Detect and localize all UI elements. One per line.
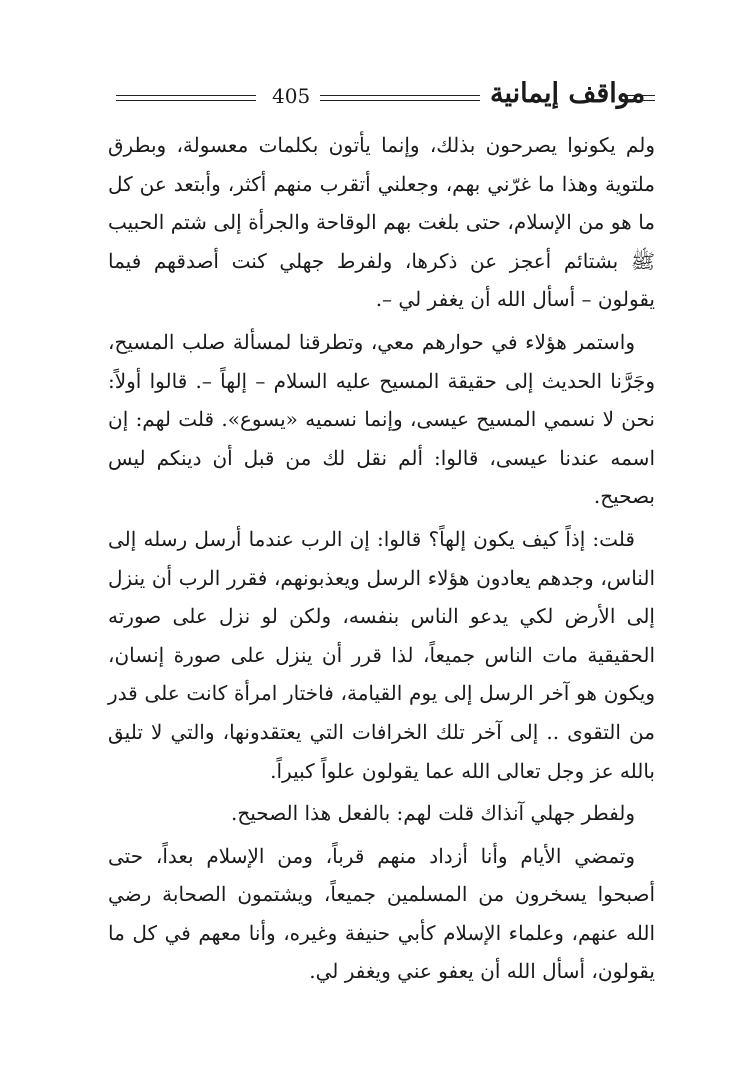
paragraph: قلت: إذاً كيف يكون إلهاً؟ قالوا: إن الرب عندما أرسل رسله إلى الناس، وجدهم يعادون هؤلاء الرسل ويعذبونهم، فقرر الرب أن ينزل إلى الأرض لكي يدعو الناس بنفسه، ولكن لو نزل على صورته الحقيقية مات الناس جميعاً، لذا قرر أن ينزل على صورة إنسان، ويكون هو آخر الرسل إلى يوم القيامة، فاختار امرأة كانت على قدر من التقوى .. إلى آخر تلك الخرافات التي يعتقدونها، والتي لا تليق بالله عز وجل تعالى الله عما يقولون علواً كبيراً. (108, 526, 655, 783)
main-text (108, 126, 655, 991)
header-rule-left-lower (116, 100, 256, 101)
header-rule-left-upper (116, 95, 256, 96)
page-header (112, 78, 655, 122)
paragraph: ولفطر جهلي آنذاك قلت لهم: بالفعل هذا الصحيح. (230, 801, 635, 826)
paragraph: واستمر هؤلاء في حوارهم معي، وتطرقنا لمسألة صلب المسيح، وجَرَّنا الحديث إلى حقيقة المسيح عليه السلام – إلهاً –. قالوا أولاً: نحن لا نسمي المسيح عيسى، وإنما نسميه «يسوع». قلت لهم: إن اسمه عندنا عيسى، قالوا: ألم نقل لك من قبل أن دينكم ليس بصحيح. (108, 329, 655, 509)
header-rule-middle-lower (320, 100, 480, 101)
page-number: 405 (272, 84, 311, 108)
running-title: مواقف إيمانية (490, 78, 646, 109)
paragraph: ولم يكونوا يصرحون بذلك، وإنما يأتون بكلمات معسولة، وبطرق ملتوية وهذا ما غرّني بهم، وجعلني أتقرب منهم أكثر، وأبتعد عن كل ما هو من الإسلام، حتى بلغت بهم الوقاحة والجرأة إلى شتم الحبيب ﷺ بشتائم أعجز عن ذكرها، ولفرط جهلي كنت أصدقهم فيما يقولون – أسأل الله أن يغفر لي –. (108, 133, 655, 312)
paragraph: وتمضي الأيام وأنا أزداد منهم قرباً، ومن الإسلام بعداً، حتى أصبحوا يسخرون من المسلمين جميعاً، ويشتمون الصحابة رضي الله عنهم، وعلماء الإسلام كأبي حنيفة وغيره، وأنا معهم في كل ما يقولون، أسأل الله أن يعفو عني ويغفر لي. (108, 843, 655, 984)
header-rule-right-upper (620, 95, 655, 96)
header-rule-middle-upper (320, 95, 480, 96)
header-rule-right-lower (620, 100, 655, 101)
